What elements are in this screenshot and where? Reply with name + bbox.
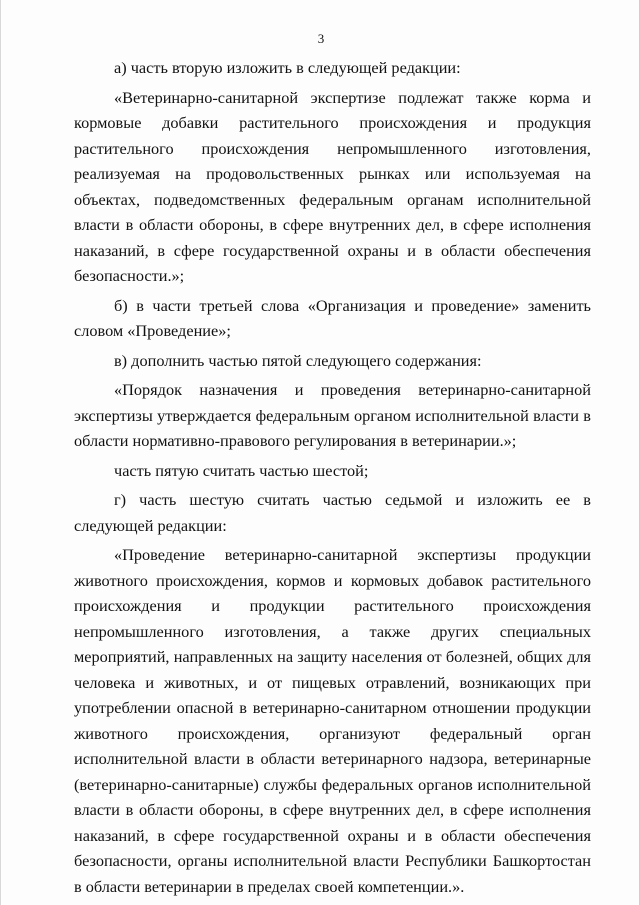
paragraph-a: а) часть вторую изложить в следующей редакции: [114, 58, 461, 77]
paragraph-renumber: часть пятую считать частью шестой; [114, 460, 369, 480]
paragraph-g: г) часть шестую считать частью седьмой и изложить ее в следующей редакции: [74, 490, 591, 535]
document-body [74, 55, 591, 903]
paragraph-quote-2: «Порядок назначения и проведения ветеринарно-санитарной экспертизы утверждается федеральным органом исполнительной власти в области нормативно-правового регулирования в ветеринарии.»; [74, 380, 591, 450]
paragraph-quote-3: «Проведение ветеринарно-санитарной экспертизы продукции животного происхождения, кормов и кормовых добавок растительного происхождения и продукции растительного происхождения непромышленного изготовления, а также других специальных мероприятий, направленных на защиту населения от болезней, общих для человека и животных, и от пищевых отравлений, возникающих при употреблении опасной в ветеринарно-санитарном отношении продукции животного происхождения, организуют федеральный орган исполнительной власти в области ветеринарного надзора, ветеринарные (ветеринарно-санитарные) службы федеральных органов исполнительной власти в области обороны, в сфере внутренних дел, в сфере исполнения наказаний, в сфере государственной охраны и в области обеспечения безопасности, органы исполнительной власти Республики Башкортостан в области ветеринарии в пределах своей компетенции.». [74, 545, 591, 896]
paragraph-v: в) дополнить частью пятой следующего содержания: [114, 350, 482, 370]
paragraph-quote-1: «Ветеринарно-санитарной экспертизе подлежат также корма и кормовые добавки растительного происхождения и продукция растительного происхождения непромышленного изготовления, реализуемая на продовольственных рынках или используемая на объектах, подведомственных федеральным органам исполнительной власти в области обороны, в сфере внутренних дел, в сфере исполнения наказаний, в сфере государственной охраны и в области обеспечения безопасности.»; [74, 87, 591, 285]
paragraph-b: б) в части третьей слова «Организация и проведение» заменить словом «Проведение»; [74, 295, 591, 340]
page-number: 3 [317, 31, 325, 46]
